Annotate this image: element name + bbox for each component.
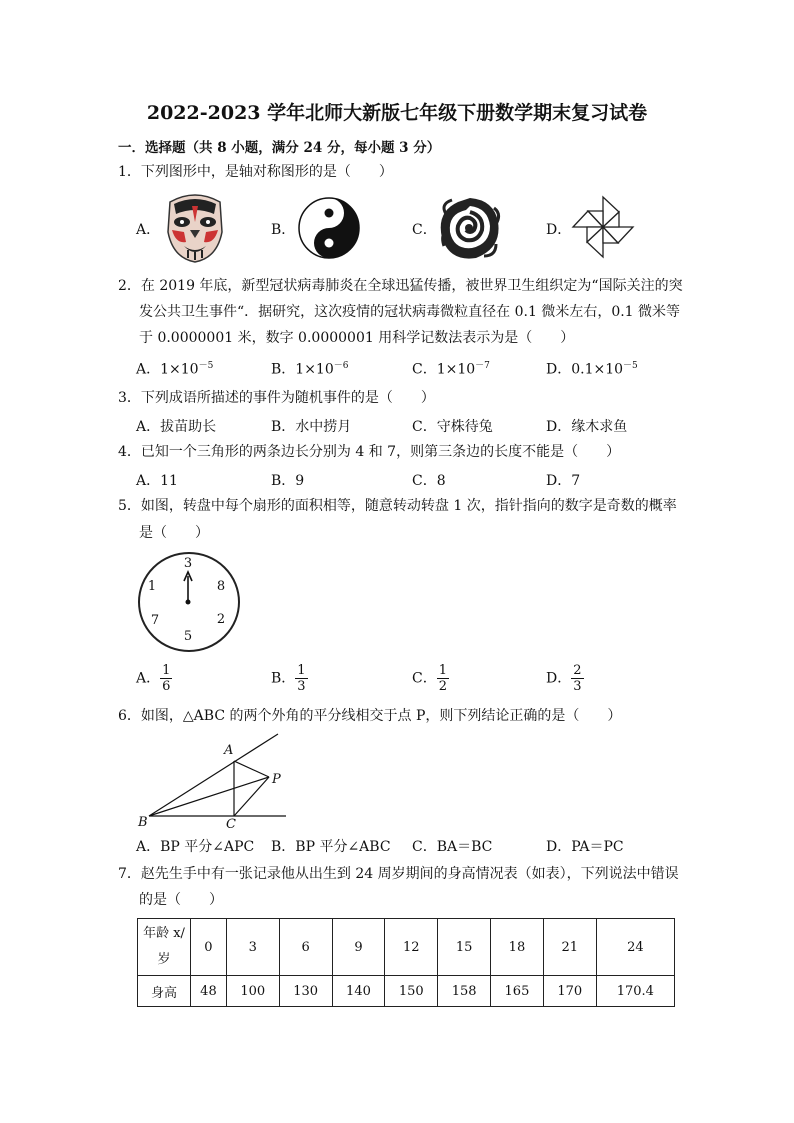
height-cell: 170 — [543, 976, 596, 1007]
q2-option-a: A．$1\times 10^{-5}$ — [136, 361, 214, 378]
q3-option-b: B．水中捞月 — [271, 419, 352, 435]
q5-option-b: B． $\frac{1}{3}$ — [271, 663, 306, 694]
page-title: 2022-2023 学年北师大新版七年级下册数学期末复习试卷 — [146, 102, 648, 124]
q5-option-d: D． $\frac{2}{3}$ — [546, 663, 582, 694]
height-cell: 140 — [332, 976, 385, 1007]
question-3-stem: 3．下列成语所描述的事件为随机事件的是（ ） — [118, 390, 435, 406]
point-label-c: C — [226, 817, 236, 830]
question-7-line-2: 的是（ ） — [139, 892, 223, 908]
swirl-flower-image[interactable] — [436, 194, 504, 262]
age-cell: 12 — [385, 919, 438, 976]
q3-option-d: D．缘木求鱼 — [546, 419, 628, 435]
dial-number-upper-left: 1 — [147, 579, 157, 594]
q2-option-b: B．$1\times 10^{-6}$ — [271, 361, 349, 378]
question-4-stem: 4．已知一个三角形的两条边长分别为 4 和 7，则第三条边的长度不能是（ ） — [118, 444, 621, 460]
age-cell: 24 — [596, 919, 674, 976]
dial-number-upper-right: 8 — [216, 579, 226, 594]
dial-number-lower-right: 2 — [216, 612, 226, 627]
q6-option-b: B．BP 平分∠ABC — [271, 839, 391, 855]
opera-mask-image[interactable] — [162, 192, 228, 264]
question-5-line-1: 5．如图，转盘中每个扇形的面积相等，随意转动转盘 1 次，指针指向的数字是奇数的概率 — [118, 498, 677, 514]
dial-number-bottom: 5 — [183, 629, 193, 644]
yin-yang-image[interactable] — [297, 196, 361, 260]
question-2-line-3: 于 0.0000001 米，数字 0.0000001 用科学记数法表示为是（ ） — [139, 330, 575, 346]
triangle-bisector-figure — [136, 732, 288, 830]
q6-option-d: D．PA＝PC — [546, 839, 624, 855]
q1-option-d-label: D． — [546, 222, 572, 238]
height-cell: 100 — [226, 976, 279, 1007]
q2-option-d: D．$0.1\times 10^{-5}$ — [546, 361, 638, 378]
q2-option-c: C．$1\times 10^{-7}$ — [412, 361, 490, 378]
q5-option-c: C． $\frac{1}{2}$ — [412, 663, 447, 694]
q6-option-a: A．BP 平分∠APC — [136, 839, 255, 855]
question-5-line-2: 是（ ） — [139, 525, 209, 541]
point-label-a: A — [224, 743, 234, 758]
height-cell: 130 — [279, 976, 332, 1007]
height-cell: 158 — [438, 976, 491, 1007]
pinwheel-image[interactable] — [571, 194, 635, 260]
q4-option-d: D．7 — [546, 473, 581, 489]
q4-option-b: B．9 — [271, 473, 305, 489]
point-label-p: P — [272, 772, 281, 787]
age-cell: 9 — [332, 919, 385, 976]
height-cell: 48 — [191, 976, 227, 1007]
dial-number-top: 3 — [183, 556, 193, 571]
age-header-cell: 年龄 x/ 岁 — [138, 919, 191, 976]
question-6-stem: 6．如图，△ABC 的两个外角的平分线相交于点 P，则下列结论正确的是（ ） — [118, 708, 622, 724]
age-cell: 6 — [279, 919, 332, 976]
question-2-line-1: 2．在 2019 年底，新型冠状病毒肺炎在全球迅猛传播，被世界卫生组织定为“国际关注的突 — [118, 278, 683, 294]
question-2-line-2: 发公共卫生事件“．据研究，这次疫情的冠状病毒微粒直径在 0.1 微米左右，0.1 微米等 — [139, 304, 681, 320]
q1-option-a-label: A． — [136, 222, 161, 238]
q6-option-c: C．BA＝BC — [412, 839, 493, 855]
q1-option-c-label: C． — [412, 222, 437, 238]
age-cell: 15 — [438, 919, 491, 976]
height-cell: 170.4 — [596, 976, 674, 1007]
point-label-b: B — [138, 815, 148, 830]
age-cell: 3 — [226, 919, 279, 976]
age-cell: 21 — [543, 919, 596, 976]
age-cell: 0 — [191, 919, 227, 976]
height-row — [138, 976, 675, 1007]
height-age-table — [137, 918, 675, 1007]
dial-number-lower-left: 7 — [150, 613, 160, 628]
q3-option-a: A．拔苗助长 — [136, 419, 217, 435]
q3-option-c: C．守株待兔 — [412, 419, 493, 435]
q4-option-a: A．11 — [136, 473, 178, 489]
height-header-cell: 身高 — [138, 976, 191, 1007]
section-heading: 一．选择题（共 8 小题，满分 24 分，每小题 3 分） — [118, 140, 441, 156]
age-row — [138, 919, 675, 976]
q5-option-a: A． $\frac{1}{6}$ — [136, 663, 171, 694]
q4-option-c: C．8 — [412, 473, 446, 489]
age-cell: 18 — [491, 919, 544, 976]
height-cell: 165 — [491, 976, 544, 1007]
question-7-line-1: 7．赵先生手中有一张记录他从出生到 24 周岁期间的身高情况表（如表），下列说法中错误 — [118, 866, 679, 882]
height-cell: 150 — [385, 976, 438, 1007]
question-1-stem: 1．下列图形中，是轴对称图形的是（ ） — [118, 164, 393, 180]
q1-option-b-label: B． — [271, 222, 296, 238]
spinner-dial-figure — [134, 550, 244, 654]
